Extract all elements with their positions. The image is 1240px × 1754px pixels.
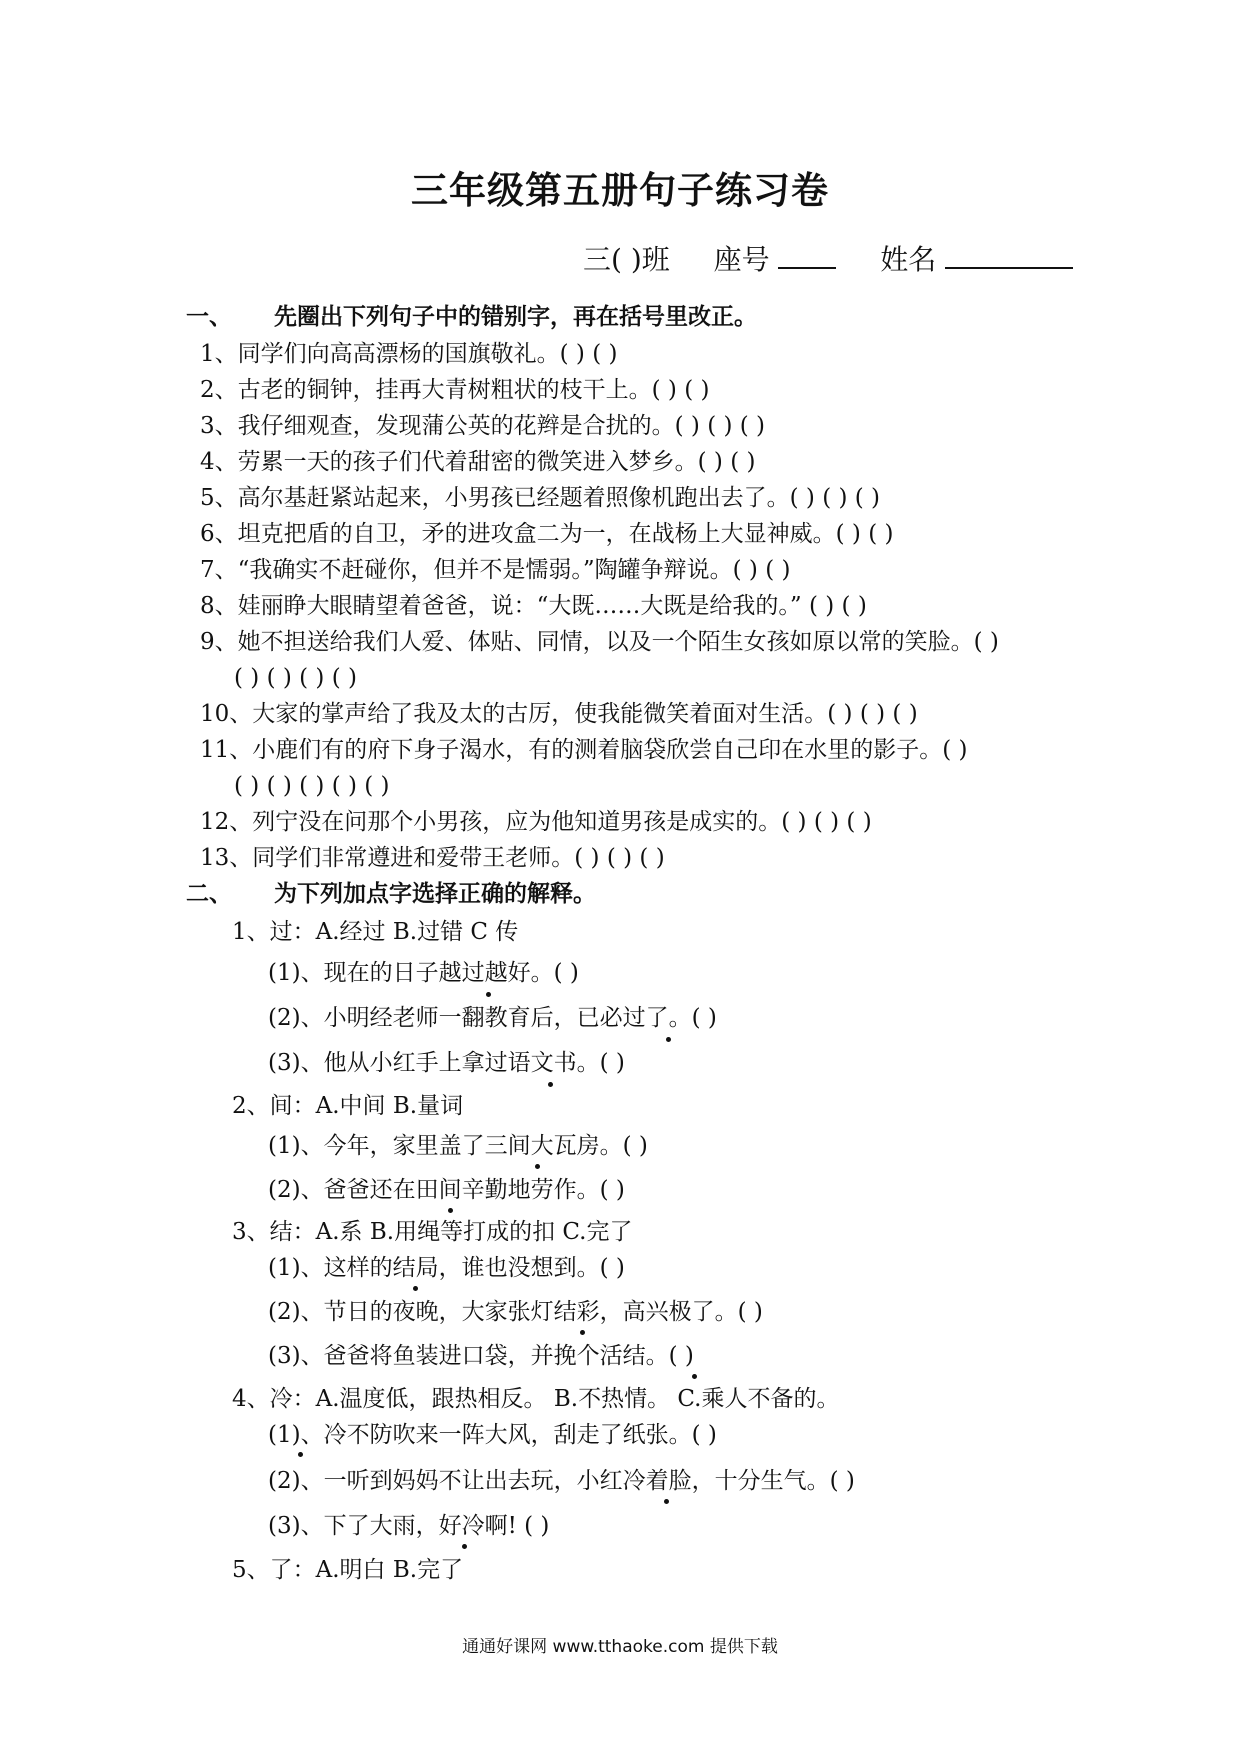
group-head: 4、冷：A.温度低，跟热相反。 B.不热情。 C.乘人不备的。	[232, 1386, 840, 1412]
list-item: ( ) ( ) ( ) ( )	[234, 665, 357, 691]
list-item: 8、娃丽睁大眼睛望着爸爸，说：“大既……大既是给我的。” ( ) ( )	[200, 593, 867, 619]
emphasis-dot	[692, 1374, 697, 1379]
list-item: 1、同学们向高高漂杨的国旗敬礼。( ) ( )	[200, 341, 618, 367]
section1-heading	[186, 302, 757, 332]
list-item: 10、大家的掌声给了我及太的古厉，使我能微笑着面对生活。( ) ( ) ( )	[200, 701, 918, 727]
name-label: 姓名	[880, 243, 937, 276]
list-item: (1)、冷不防吹来一阵大风，刮走了纸张。( )	[268, 1422, 717, 1448]
section2-number: 二、	[186, 880, 232, 907]
list-item: (3)、下了大雨，好冷啊! ( )	[268, 1513, 550, 1539]
emphasis-dot	[666, 1037, 671, 1042]
emphasis-dot	[580, 1330, 585, 1335]
list-item: (3)、爸爸将鱼装进口袋，并挽个活结。( )	[268, 1343, 694, 1369]
list-item: (2)、节日的夜晚，大家张灯结彩，高兴极了。( )	[268, 1299, 763, 1325]
group-head: 3、结：A.系 B.用绳等打成的扣 C.完了	[232, 1219, 633, 1245]
section2-title: 为下列加点字选择正确的解释。	[274, 880, 596, 907]
list-item: (1)、现在的日子越过越好。( )	[268, 960, 579, 986]
list-item: 4、劳累一天的孩子们代着甜密的微笑进入梦乡。( ) ( )	[200, 449, 756, 475]
group-head: 2、间：A.中间 B.量词	[232, 1093, 464, 1119]
emphasis-dot	[413, 1286, 418, 1291]
seat-blank	[778, 241, 836, 269]
page-title: 三年级第五册句子练习卷	[411, 168, 829, 212]
list-item: (2)、一听到妈妈不让出去玩，小红冷着脸，十分生气。( )	[268, 1468, 855, 1494]
emphasis-dot	[448, 1208, 453, 1213]
footer-credit: 通通好课网 www.tthaoke.com 提供下载	[462, 1637, 778, 1657]
emphasis-dot	[486, 992, 491, 997]
seat-label: 座号	[713, 243, 770, 276]
list-item: (3)、他从小红手上拿过语文书。( )	[268, 1050, 625, 1076]
name-blank	[945, 241, 1073, 269]
group-head: 5、了：A.明白 B.完了	[232, 1557, 464, 1583]
list-item: (1)、今年，家里盖了三间大瓦房。( )	[268, 1133, 648, 1159]
list-item: 9、她不担送给我们人爱、体贴、同情，以及一个陌生女孩如原以常的笑脸。( )	[200, 629, 999, 655]
list-item: 11、小鹿们有的府下身子渴水，有的测着脑袋欣尝自己印在水里的影子。( )	[200, 737, 968, 763]
student-info	[583, 238, 1073, 278]
list-item: 5、高尔基赶紧站起来，小男孩已经题着照像机跑出去了。( ) ( ) ( )	[200, 485, 881, 511]
class-label: 三( )班	[583, 243, 670, 276]
section1-title: 先圈出下列句子中的错别字，再在括号里改正。	[274, 303, 757, 330]
section2-heading	[186, 879, 596, 909]
list-item: 3、我仔细观查，发现蒲公英的花辫是合扰的。( ) ( ) ( )	[200, 413, 766, 439]
emphasis-dot	[462, 1544, 467, 1549]
list-item: 12、列宁没在问那个小男孩，应为他知道男孩是成实的。( ) ( ) ( )	[200, 809, 872, 835]
list-item: (2)、小明经老师一翻教育后，已必过了。( )	[268, 1005, 717, 1031]
list-item: ( ) ( ) ( ) ( ) ( )	[234, 773, 390, 799]
list-item: 7、“我确实不赶碰你，但并不是懦弱。”陶罐争辩说。( ) ( )	[200, 557, 791, 583]
emphasis-dot	[664, 1499, 669, 1504]
list-item: 13、同学们非常遵进和爱带王老师。( ) ( ) ( )	[200, 845, 665, 871]
emphasis-dot	[535, 1164, 540, 1169]
list-item: (1)、这样的结局，谁也没想到。( )	[268, 1255, 625, 1281]
list-item: 2、古老的铜钟，挂再大青树粗状的枝干上。( ) ( )	[200, 377, 710, 403]
section1-number: 一、	[186, 303, 232, 330]
list-item: (2)、爸爸还在田间辛勤地劳作。( )	[268, 1177, 625, 1203]
emphasis-dot	[548, 1082, 553, 1087]
list-item: 6、坦克把盾的自卫，矛的进攻盒二为一，在战杨上大显神威。( ) ( )	[200, 521, 894, 547]
emphasis-dot	[298, 1452, 303, 1457]
group-head: 1、过：A.经过 B.过错 C 传	[232, 919, 519, 945]
